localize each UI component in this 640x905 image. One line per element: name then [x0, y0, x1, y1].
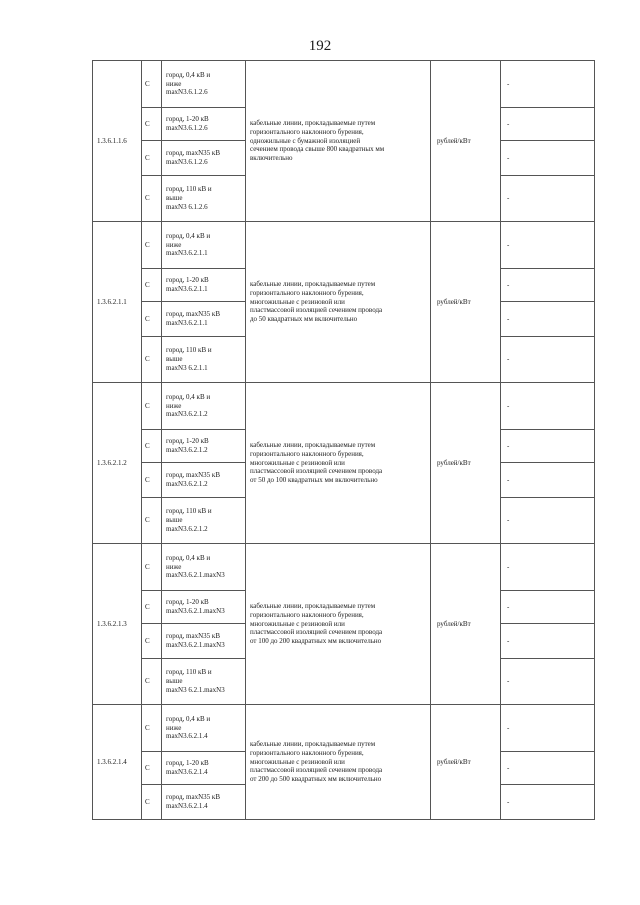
row-letter: С	[142, 176, 162, 222]
rate-value: -	[501, 383, 595, 430]
voltage-category	[162, 544, 246, 591]
rate-value: -	[501, 705, 595, 752]
category-line: maxN3.6.2.1.4	[166, 768, 208, 776]
category-line: город, maxN35 кВ	[166, 310, 220, 319]
voltage-category	[162, 463, 246, 498]
cable-description	[246, 383, 431, 544]
voltage-category	[162, 108, 246, 141]
row-letter: С	[142, 337, 162, 383]
description-line: пластмассовой изоляцией сечением провода	[250, 766, 383, 775]
category-line: город, 0,4 кВ и	[166, 714, 211, 723]
voltage-category	[162, 269, 246, 302]
description-line: многожильные с резиновой или	[250, 619, 345, 628]
voltage-category	[162, 752, 246, 785]
voltage-category	[162, 430, 246, 463]
category-line: maxN3.6.2.1.2	[166, 480, 208, 488]
category-line: maxN3 6.2.1.1	[166, 363, 208, 372]
rate-value: -	[501, 624, 595, 659]
table-row	[93, 544, 595, 591]
category-line: город, 110 кВ и	[166, 668, 212, 677]
category-line: выше	[166, 677, 183, 686]
description-line: пластмассовой изоляцией сечением провода	[250, 306, 383, 315]
category-line: maxN3.6.2.1.1	[166, 285, 208, 293]
category-line: ниже	[166, 723, 182, 732]
rate-value: -	[501, 108, 595, 141]
rate-value: -	[501, 544, 595, 591]
description-line: горизонтального наклонного бурения,	[250, 748, 364, 757]
voltage-category	[162, 624, 246, 659]
voltage-category	[162, 337, 246, 383]
category-line: город, 0,4 кВ и	[166, 231, 211, 240]
row-letter: С	[142, 430, 162, 463]
category-line: город, maxN35 кВ	[166, 471, 220, 480]
item-code: 1.3.6.2.1.4	[93, 705, 142, 820]
category-line: город, 1-20 кВ	[166, 759, 209, 768]
table-row	[93, 705, 595, 752]
category-line: город, 0,4 кВ и	[166, 70, 211, 79]
cable-description	[246, 544, 431, 705]
cable-description	[246, 705, 431, 820]
description-line: от 50 до 100 квадратных мм включительно	[250, 476, 378, 485]
description-line: многожильные с резиновой или	[250, 757, 345, 766]
description-line: до 50 квадратных мм включительно	[250, 315, 358, 324]
category-line: город, 110 кВ и	[166, 185, 212, 194]
rate-value: -	[501, 222, 595, 269]
category-line: maxN3.6.2.1.2	[166, 524, 208, 533]
voltage-category	[162, 383, 246, 430]
row-letter: С	[142, 752, 162, 785]
description-line: кабельные линии, прокладываемые путем	[250, 441, 376, 450]
row-letter: С	[142, 659, 162, 705]
description-line: от 100 до 200 квадратных мм включительно	[250, 637, 382, 646]
row-letter: С	[142, 705, 162, 752]
rate-value: -	[501, 141, 595, 176]
row-letter: С	[142, 498, 162, 544]
category-line: город, maxN35 кВ	[166, 793, 220, 802]
voltage-category	[162, 498, 246, 544]
category-line: maxN3.6.2.1.2	[166, 446, 208, 454]
unit-of-measure: рублей/кВт	[431, 544, 501, 705]
unit-of-measure: рублей/кВт	[431, 705, 501, 820]
voltage-category	[162, 785, 246, 820]
category-line: maxN3.6.2.1.1	[166, 319, 208, 327]
row-letter: С	[142, 302, 162, 337]
rate-value: -	[501, 337, 595, 383]
table-row	[93, 383, 595, 430]
unit-of-measure: рублей/кВт	[431, 222, 501, 383]
description-line: кабельные линии, прокладываемые путем	[250, 602, 376, 611]
category-line: город, maxN35 кВ	[166, 149, 220, 158]
table-row	[93, 61, 595, 108]
item-code: 1.3.6.2.1.2	[93, 383, 142, 544]
category-line: maxN3.6.2.1.maxN3	[166, 641, 225, 649]
category-line: город, 1-20 кВ	[166, 437, 209, 446]
description-line: многожильные с резиновой или	[250, 458, 345, 467]
row-letter: С	[142, 61, 162, 108]
unit-of-measure: рублей/кВт	[431, 383, 501, 544]
voltage-category	[162, 705, 246, 752]
rate-value: -	[501, 659, 595, 705]
voltage-category	[162, 61, 246, 108]
rate-value: -	[501, 785, 595, 820]
item-code: 1.3.6.1.1.6	[93, 61, 142, 222]
rate-value: -	[501, 302, 595, 337]
category-line: maxN3.6.1.2.6	[166, 158, 208, 166]
category-line: город, 110 кВ и	[166, 346, 212, 355]
rate-value: -	[501, 752, 595, 785]
category-line: выше	[166, 355, 183, 364]
voltage-category	[162, 591, 246, 624]
row-letter: С	[142, 222, 162, 269]
rate-value: -	[501, 176, 595, 222]
category-line: город, 110 кВ и	[166, 507, 212, 516]
row-letter: С	[142, 383, 162, 430]
table-row	[93, 222, 595, 269]
page-number: 192	[308, 38, 332, 54]
row-letter: С	[142, 624, 162, 659]
voltage-category	[162, 222, 246, 269]
category-line: выше	[166, 516, 183, 525]
description-line: кабельные линии, прокладываемые путем	[250, 740, 376, 749]
cable-description	[246, 61, 431, 222]
category-line: выше	[166, 194, 183, 203]
rate-value: -	[501, 430, 595, 463]
item-code: 1.3.6.2.1.1	[93, 222, 142, 383]
category-line: maxN3.6.2.1.4	[166, 732, 208, 741]
description-line: многожильные с резиновой или	[250, 297, 345, 306]
category-line: ниже	[166, 562, 182, 571]
description-line: одножильные с бумажной изоляцией	[250, 136, 361, 145]
rate-value: -	[501, 463, 595, 498]
description-line: кабельные линии, прокладываемые путем	[250, 280, 376, 289]
row-letter: С	[142, 108, 162, 141]
category-line: ниже	[166, 401, 182, 410]
description-line: пластмассовой изоляцией сечением провода	[250, 628, 383, 637]
category-line: город, 0,4 кВ и	[166, 392, 211, 401]
row-letter: С	[142, 141, 162, 176]
unit-of-measure: рублей/кВт	[431, 61, 501, 222]
voltage-category	[162, 659, 246, 705]
category-line: maxN3.6.2.1.maxN3	[166, 571, 225, 580]
rate-value: -	[501, 61, 595, 108]
category-line: maxN3.6.2.1.4	[166, 802, 208, 810]
voltage-category	[162, 141, 246, 176]
description-line: пластмассовой изоляцией сечением провода	[250, 467, 383, 476]
row-letter: С	[142, 785, 162, 820]
voltage-category	[162, 176, 246, 222]
category-line: maxN3.6.2.1.2	[166, 410, 208, 419]
tariff-table	[92, 60, 595, 820]
category-line: maxN3.6.2.1.maxN3	[166, 607, 225, 615]
row-letter: С	[142, 544, 162, 591]
category-line: ниже	[166, 240, 182, 249]
category-line: maxN3.6.1.2.6	[166, 124, 208, 132]
rate-value: -	[501, 498, 595, 544]
voltage-category	[162, 302, 246, 337]
category-line: город, maxN35 кВ	[166, 632, 220, 641]
rate-value: -	[501, 269, 595, 302]
description-line: включительно	[250, 154, 293, 163]
category-line: ниже	[166, 79, 182, 88]
rate-value: -	[501, 591, 595, 624]
category-line: город, 0,4 кВ и	[166, 553, 211, 562]
category-line: maxN3.6.2.1.1	[166, 249, 208, 258]
row-letter: С	[142, 591, 162, 624]
category-line: город, 1-20 кВ	[166, 115, 209, 124]
description-line: от 200 до 500 квадратных мм включительно	[250, 775, 382, 784]
description-line: горизонтального наклонного бурения,	[250, 127, 364, 136]
cable-description	[246, 222, 431, 383]
description-line: кабельные линии, прокладываемые путем	[250, 119, 376, 128]
description-line: горизонтального наклонного бурения,	[250, 288, 364, 297]
category-line: город, 1-20 кВ	[166, 598, 209, 607]
description-line: горизонтального наклонного бурения,	[250, 449, 364, 458]
row-letter: С	[142, 463, 162, 498]
row-letter: С	[142, 269, 162, 302]
category-line: maxN3.6.1.2.6	[166, 88, 208, 97]
description-line: горизонтального наклонного бурения,	[250, 610, 364, 619]
category-line: maxN3 6.2.1.maxN3	[166, 685, 225, 694]
category-line: maxN3 6.1.2.6	[166, 202, 208, 211]
category-line: город, 1-20 кВ	[166, 276, 209, 285]
item-code: 1.3.6.2.1.3	[93, 544, 142, 705]
description-line: сечением провода свыше 800 квадратных мм	[250, 145, 385, 154]
